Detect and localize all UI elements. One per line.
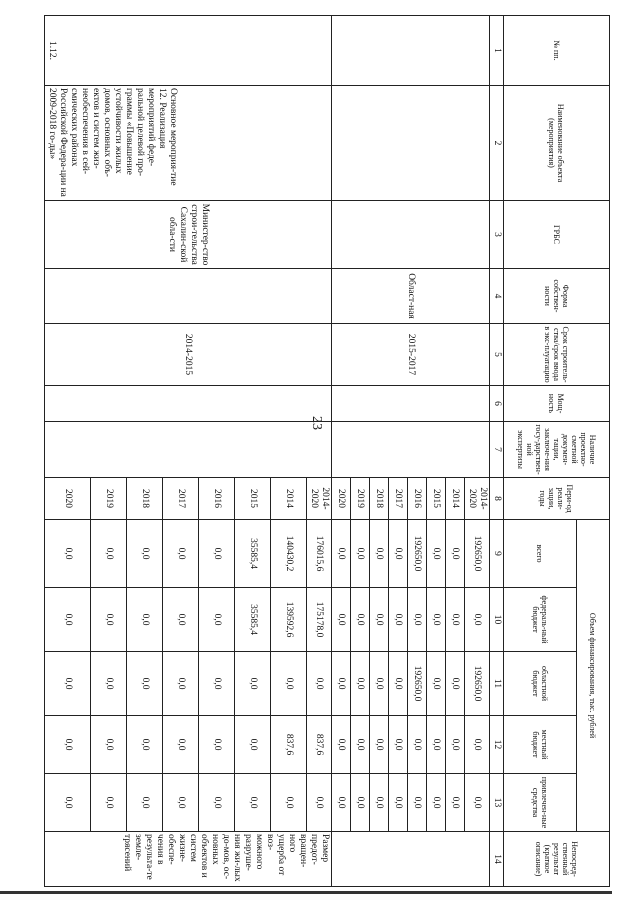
block2-term: 2014-2015: [45, 324, 332, 386]
extra-cell: 0,0: [271, 774, 307, 832]
regional-cell: 0,0: [427, 652, 446, 716]
total-cell: 176015,6: [307, 520, 332, 588]
header-capacity: Мощ-ность: [504, 386, 610, 422]
header-federal: федераль-ный бюджет: [504, 588, 577, 652]
extra-cell: 0,0: [163, 774, 199, 832]
period-cell: 2014-2020: [307, 478, 332, 520]
period-cell: 2019: [351, 478, 370, 520]
index-cell: 11: [490, 652, 504, 716]
extra-cell: 0,0: [408, 774, 427, 832]
period-cell: 2016: [408, 478, 427, 520]
period-cell: 2018: [127, 478, 163, 520]
local-cell: 0,0: [91, 716, 127, 774]
extra-cell: 0,0: [199, 774, 235, 832]
scan-border-line: [0, 891, 612, 894]
federal-cell: 0,0: [127, 588, 163, 652]
regional-cell: 0,0: [307, 652, 332, 716]
regional-cell: 192650,0: [408, 652, 427, 716]
block1-result: [332, 832, 490, 887]
index-cell: 2: [490, 86, 504, 201]
regional-cell: 0,0: [271, 652, 307, 716]
index-cell: 5: [490, 324, 504, 386]
block2-psd: [45, 422, 332, 478]
local-cell: 0,0: [465, 716, 490, 774]
federal-cell: 0,0: [370, 588, 389, 652]
local-cell: 0,0: [446, 716, 465, 774]
period-cell: 2014: [271, 478, 307, 520]
extra-cell: 0,0: [307, 774, 332, 832]
header-result: Непосред-ственный результат (краткое описание): [504, 832, 610, 887]
local-cell: 0,0: [235, 716, 271, 774]
regional-cell: 0,0: [235, 652, 271, 716]
index-cell: 14: [490, 832, 504, 887]
table-row: [465, 16, 490, 887]
header-regional: областной бюджет: [504, 652, 577, 716]
period-cell: 2017: [389, 478, 408, 520]
federal-cell: 0,0: [163, 588, 199, 652]
regional-cell: 0,0: [163, 652, 199, 716]
extra-cell: 0,0: [427, 774, 446, 832]
extra-cell: 0,0: [235, 774, 271, 832]
local-cell: 0,0: [45, 716, 91, 774]
total-cell: 0,0: [163, 520, 199, 588]
page-number: 23: [309, 416, 324, 430]
total-cell: 0,0: [332, 520, 351, 588]
header-num: № пп.: [504, 16, 610, 86]
regional-cell: 0,0: [446, 652, 465, 716]
header-row-1: [577, 16, 610, 887]
block2-num: 1.12.: [45, 16, 332, 86]
regional-cell: 0,0: [370, 652, 389, 716]
federal-cell: 0,0: [408, 588, 427, 652]
block1-ownership: Област-ная: [332, 269, 490, 324]
extra-cell: 0,0: [446, 774, 465, 832]
extra-cell: 0,0: [45, 774, 91, 832]
federal-cell: 175178,0: [307, 588, 332, 652]
index-cell: 10: [490, 588, 504, 652]
extra-cell: 0,0: [332, 774, 351, 832]
index-cell: 6: [490, 386, 504, 422]
federal-cell: 0,0: [465, 588, 490, 652]
total-cell: 0,0: [91, 520, 127, 588]
local-cell: 837,6: [271, 716, 307, 774]
total-cell: 140430,2: [271, 520, 307, 588]
table-row: [307, 16, 332, 887]
regional-cell: 0,0: [389, 652, 408, 716]
header-grbs: ГРБС: [504, 201, 610, 269]
local-cell: 0,0: [408, 716, 427, 774]
index-cell: 3: [490, 201, 504, 269]
federal-cell: 0,0: [351, 588, 370, 652]
period-cell: 2015: [427, 478, 446, 520]
period-cell: 2014-2020: [465, 478, 490, 520]
local-cell: 0,0: [332, 716, 351, 774]
block1-capacity: [332, 386, 490, 422]
header-psd: Наличие проектно-сметной докумен-тации, заключе-ния госу-дарствен-ной экспертизы: [504, 422, 610, 478]
extra-cell: 0,0: [370, 774, 389, 832]
federal-cell: 0,0: [91, 588, 127, 652]
index-cell: 1: [490, 16, 504, 86]
local-cell: 0,0: [427, 716, 446, 774]
regional-cell: 0,0: [45, 652, 91, 716]
regional-cell: 0,0: [332, 652, 351, 716]
total-cell: 0,0: [370, 520, 389, 588]
block2-ownership: [45, 269, 332, 324]
index-cell: 13: [490, 774, 504, 832]
block2-grbs: Министер-ство строи-тельства Сахалин-ской обла-сти: [45, 201, 332, 269]
total-cell: 0,0: [389, 520, 408, 588]
extra-cell: 0,0: [465, 774, 490, 832]
total-cell: 0,0: [351, 520, 370, 588]
index-cell: 4: [490, 269, 504, 324]
federal-cell: 139592,6: [271, 588, 307, 652]
federal-cell: 0,0: [45, 588, 91, 652]
block1-term: 2015-2017: [332, 324, 490, 386]
local-cell: 0,0: [389, 716, 408, 774]
column-index-row: [490, 16, 504, 887]
total-cell: 192650,0: [465, 520, 490, 588]
total-cell: 0,0: [427, 520, 446, 588]
index-cell: 9: [490, 520, 504, 588]
local-cell: 0,0: [199, 716, 235, 774]
header-local: местный бюджет: [504, 716, 577, 774]
block2-capacity: [45, 386, 332, 422]
funding-table: [44, 15, 610, 887]
federal-cell: 0,0: [427, 588, 446, 652]
header-funding: Объем финансирования, тыс. рублей: [577, 520, 610, 832]
period-cell: 2018: [370, 478, 389, 520]
extra-cell: 0,0: [351, 774, 370, 832]
block1-num: [332, 16, 490, 86]
period-cell: 2016: [199, 478, 235, 520]
local-cell: 0,0: [163, 716, 199, 774]
total-cell: 0,0: [199, 520, 235, 588]
regional-cell: 0,0: [199, 652, 235, 716]
block1-grbs: [332, 201, 490, 269]
total-cell: 192650,0: [408, 520, 427, 588]
local-cell: 0,0: [127, 716, 163, 774]
extra-cell: 0,0: [127, 774, 163, 832]
extra-cell: 0,0: [91, 774, 127, 832]
extra-cell: 0,0: [389, 774, 408, 832]
federal-cell: 0,0: [389, 588, 408, 652]
index-cell: 12: [490, 716, 504, 774]
block1-name: [332, 86, 490, 201]
local-cell: 0,0: [370, 716, 389, 774]
index-cell: 8: [490, 478, 504, 520]
federal-cell: 35585,4: [235, 588, 271, 652]
header-extra: привлечен-ные средства: [504, 774, 577, 832]
federal-cell: 0,0: [199, 588, 235, 652]
regional-cell: 0,0: [91, 652, 127, 716]
total-cell: 35585,4: [235, 520, 271, 588]
header-total: всего: [504, 520, 577, 588]
regional-cell: 192650,0: [465, 652, 490, 716]
federal-cell: 0,0: [332, 588, 351, 652]
header-name: Наименование объекта (мероприятия): [504, 86, 610, 201]
period-cell: 2014: [446, 478, 465, 520]
block2-name: Основное мероприя-тие 12. Реализация мероприятий феде-ральной целевой про-граммы «Повышение устойчивости жилых домов, основных объ-ектов и систем жиз-необеспечения в сей-смических районах Российской Федера-ции на 2009-2018 го-ды»: [45, 86, 332, 201]
period-cell: 2017: [163, 478, 199, 520]
period-cell: 2020: [45, 478, 91, 520]
regional-cell: 0,0: [351, 652, 370, 716]
local-cell: 837,6: [307, 716, 332, 774]
header-term: Срок строитель-ства/срок ввода в экс-плуатацию: [504, 324, 610, 386]
block1-psd: [332, 422, 490, 478]
block2-result: Размер предот-вращен-ного ущерба от воз-можного разруше-ния жи-лых до-мов, ос-новных объектов и систем жизне-обеспе-чения в результа-те земле-трясений: [45, 832, 332, 887]
local-cell: 0,0: [351, 716, 370, 774]
index-cell: 7: [490, 422, 504, 478]
regional-cell: 0,0: [127, 652, 163, 716]
total-cell: 0,0: [45, 520, 91, 588]
total-cell: 0,0: [446, 520, 465, 588]
header-period: Пери-од реали-зации, годы: [504, 478, 610, 520]
federal-cell: 0,0: [446, 588, 465, 652]
header-ownership: Форма собствен-ности: [504, 269, 610, 324]
rotated-document: [47, 15, 610, 885]
period-cell: 2015: [235, 478, 271, 520]
total-cell: 0,0: [127, 520, 163, 588]
period-cell: 2019: [91, 478, 127, 520]
period-cell: 2020: [332, 478, 351, 520]
